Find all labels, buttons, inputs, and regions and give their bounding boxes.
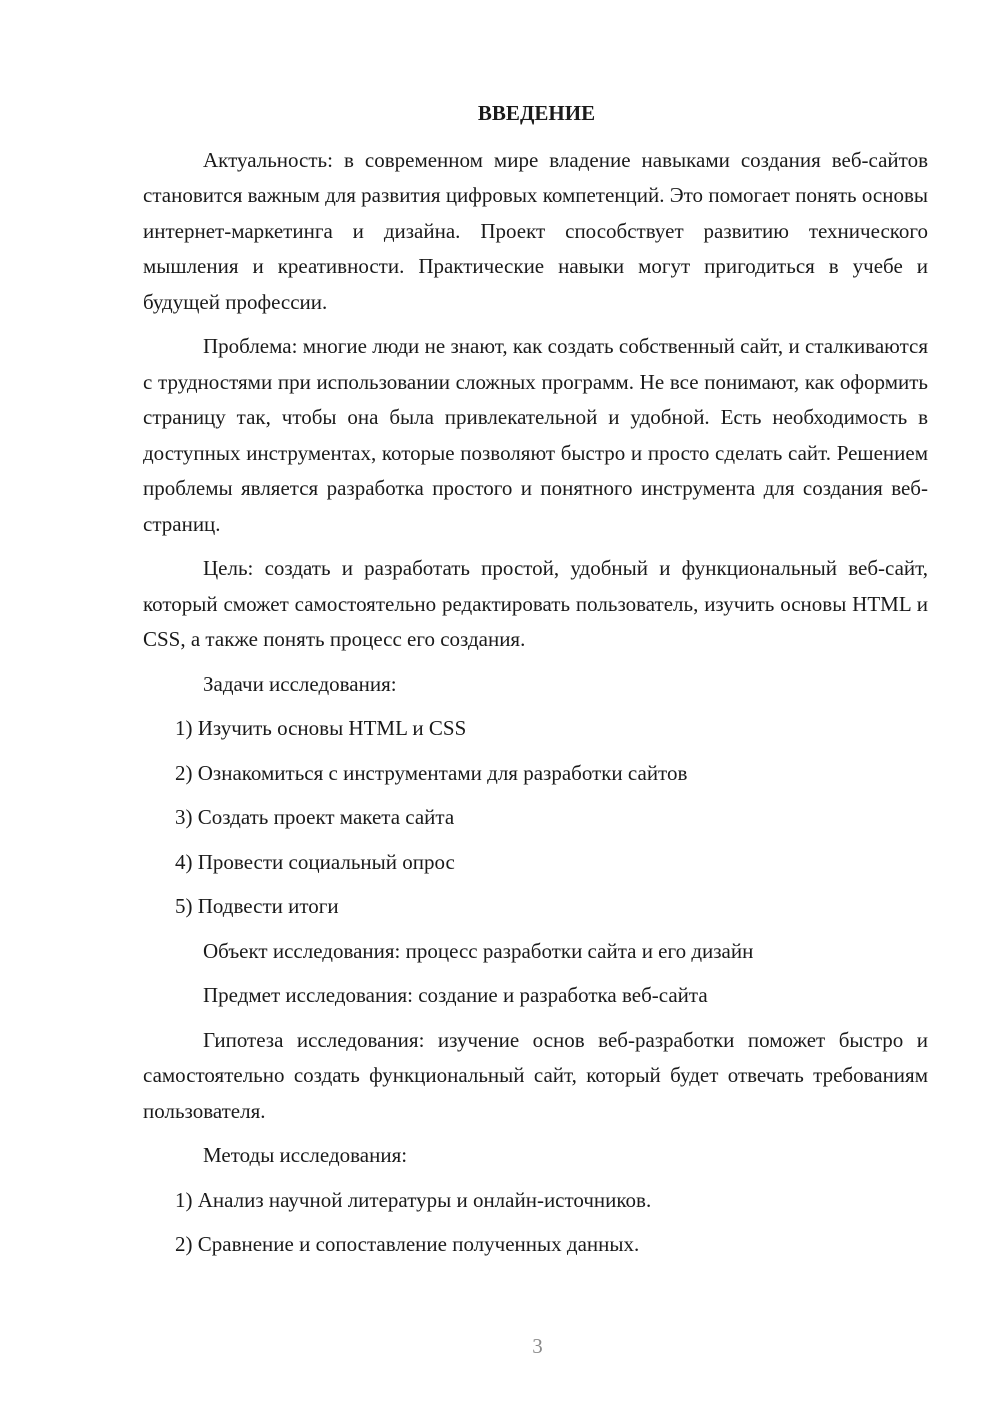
problem-paragraph: Проблема: многие люди не знают, как создать собственный сайт, и сталкиваются с трудностями при использовании сложных программ. Не все понимают, как оформить страницу так, чтобы она была привлекательной и удобной. Есть необходимость в доступных инструментах, которые позволяют быстро и просто сделать сайт. Решением проблемы является разработка простого и понятного инструмента для создания веб-страниц.: [143, 334, 928, 536]
task-item: 5) Подвести итоги: [175, 894, 339, 918]
subject-line: Предмет исследования: создание и разработка веб-сайта: [203, 983, 708, 1007]
task-item: 1) Изучить основы HTML и CSS: [175, 716, 467, 740]
page-number: 3: [532, 1334, 543, 1358]
document-page: [143, 96, 928, 1272]
methods-heading: Методы исследования:: [203, 1143, 408, 1167]
task-item: 3) Создать проект макета сайта: [175, 805, 455, 829]
goal-paragraph: Цель: создать и разработать простой, удобный и функциональный веб-сайт, который сможет самостоятельно редактировать пользователь, изучить основы HTML и CSS, а также понять процесс его создания.: [143, 556, 928, 651]
relevance-paragraph: Актуальность: в современном мире владение навыками создания веб-сайтов становится важным для развития цифровых компетенций. Это помогает понять основы интернет-маркетинга и дизайна. Проект способствует развитию технического мышления и креативности. Практические навыки могут пригодиться в учебе и будущей профессии.: [143, 147, 928, 314]
task-item: 4) Провести социальный опрос: [175, 849, 455, 874]
section-title: ВВЕДЕНИЕ: [477, 101, 596, 125]
task-item: 2) Ознакомиться с инструментами для разработки сайтов: [175, 760, 688, 785]
method-item: 2) Сравнение и сопоставление полученных данных.: [175, 1232, 640, 1256]
method-item: 1) Анализ научной литературы и онлайн-источников.: [175, 1187, 652, 1212]
tasks-heading: Задачи исследования:: [203, 671, 397, 696]
hypothesis-paragraph: Гипотеза исследования: изучение основ веб-разработки поможет быстро и самостоятельно создать функциональный сайт, который будет отвечать требованиям пользователя.: [143, 1027, 928, 1123]
object-line: Объект исследования: процесс разработки сайта и его дизайн: [203, 938, 754, 963]
